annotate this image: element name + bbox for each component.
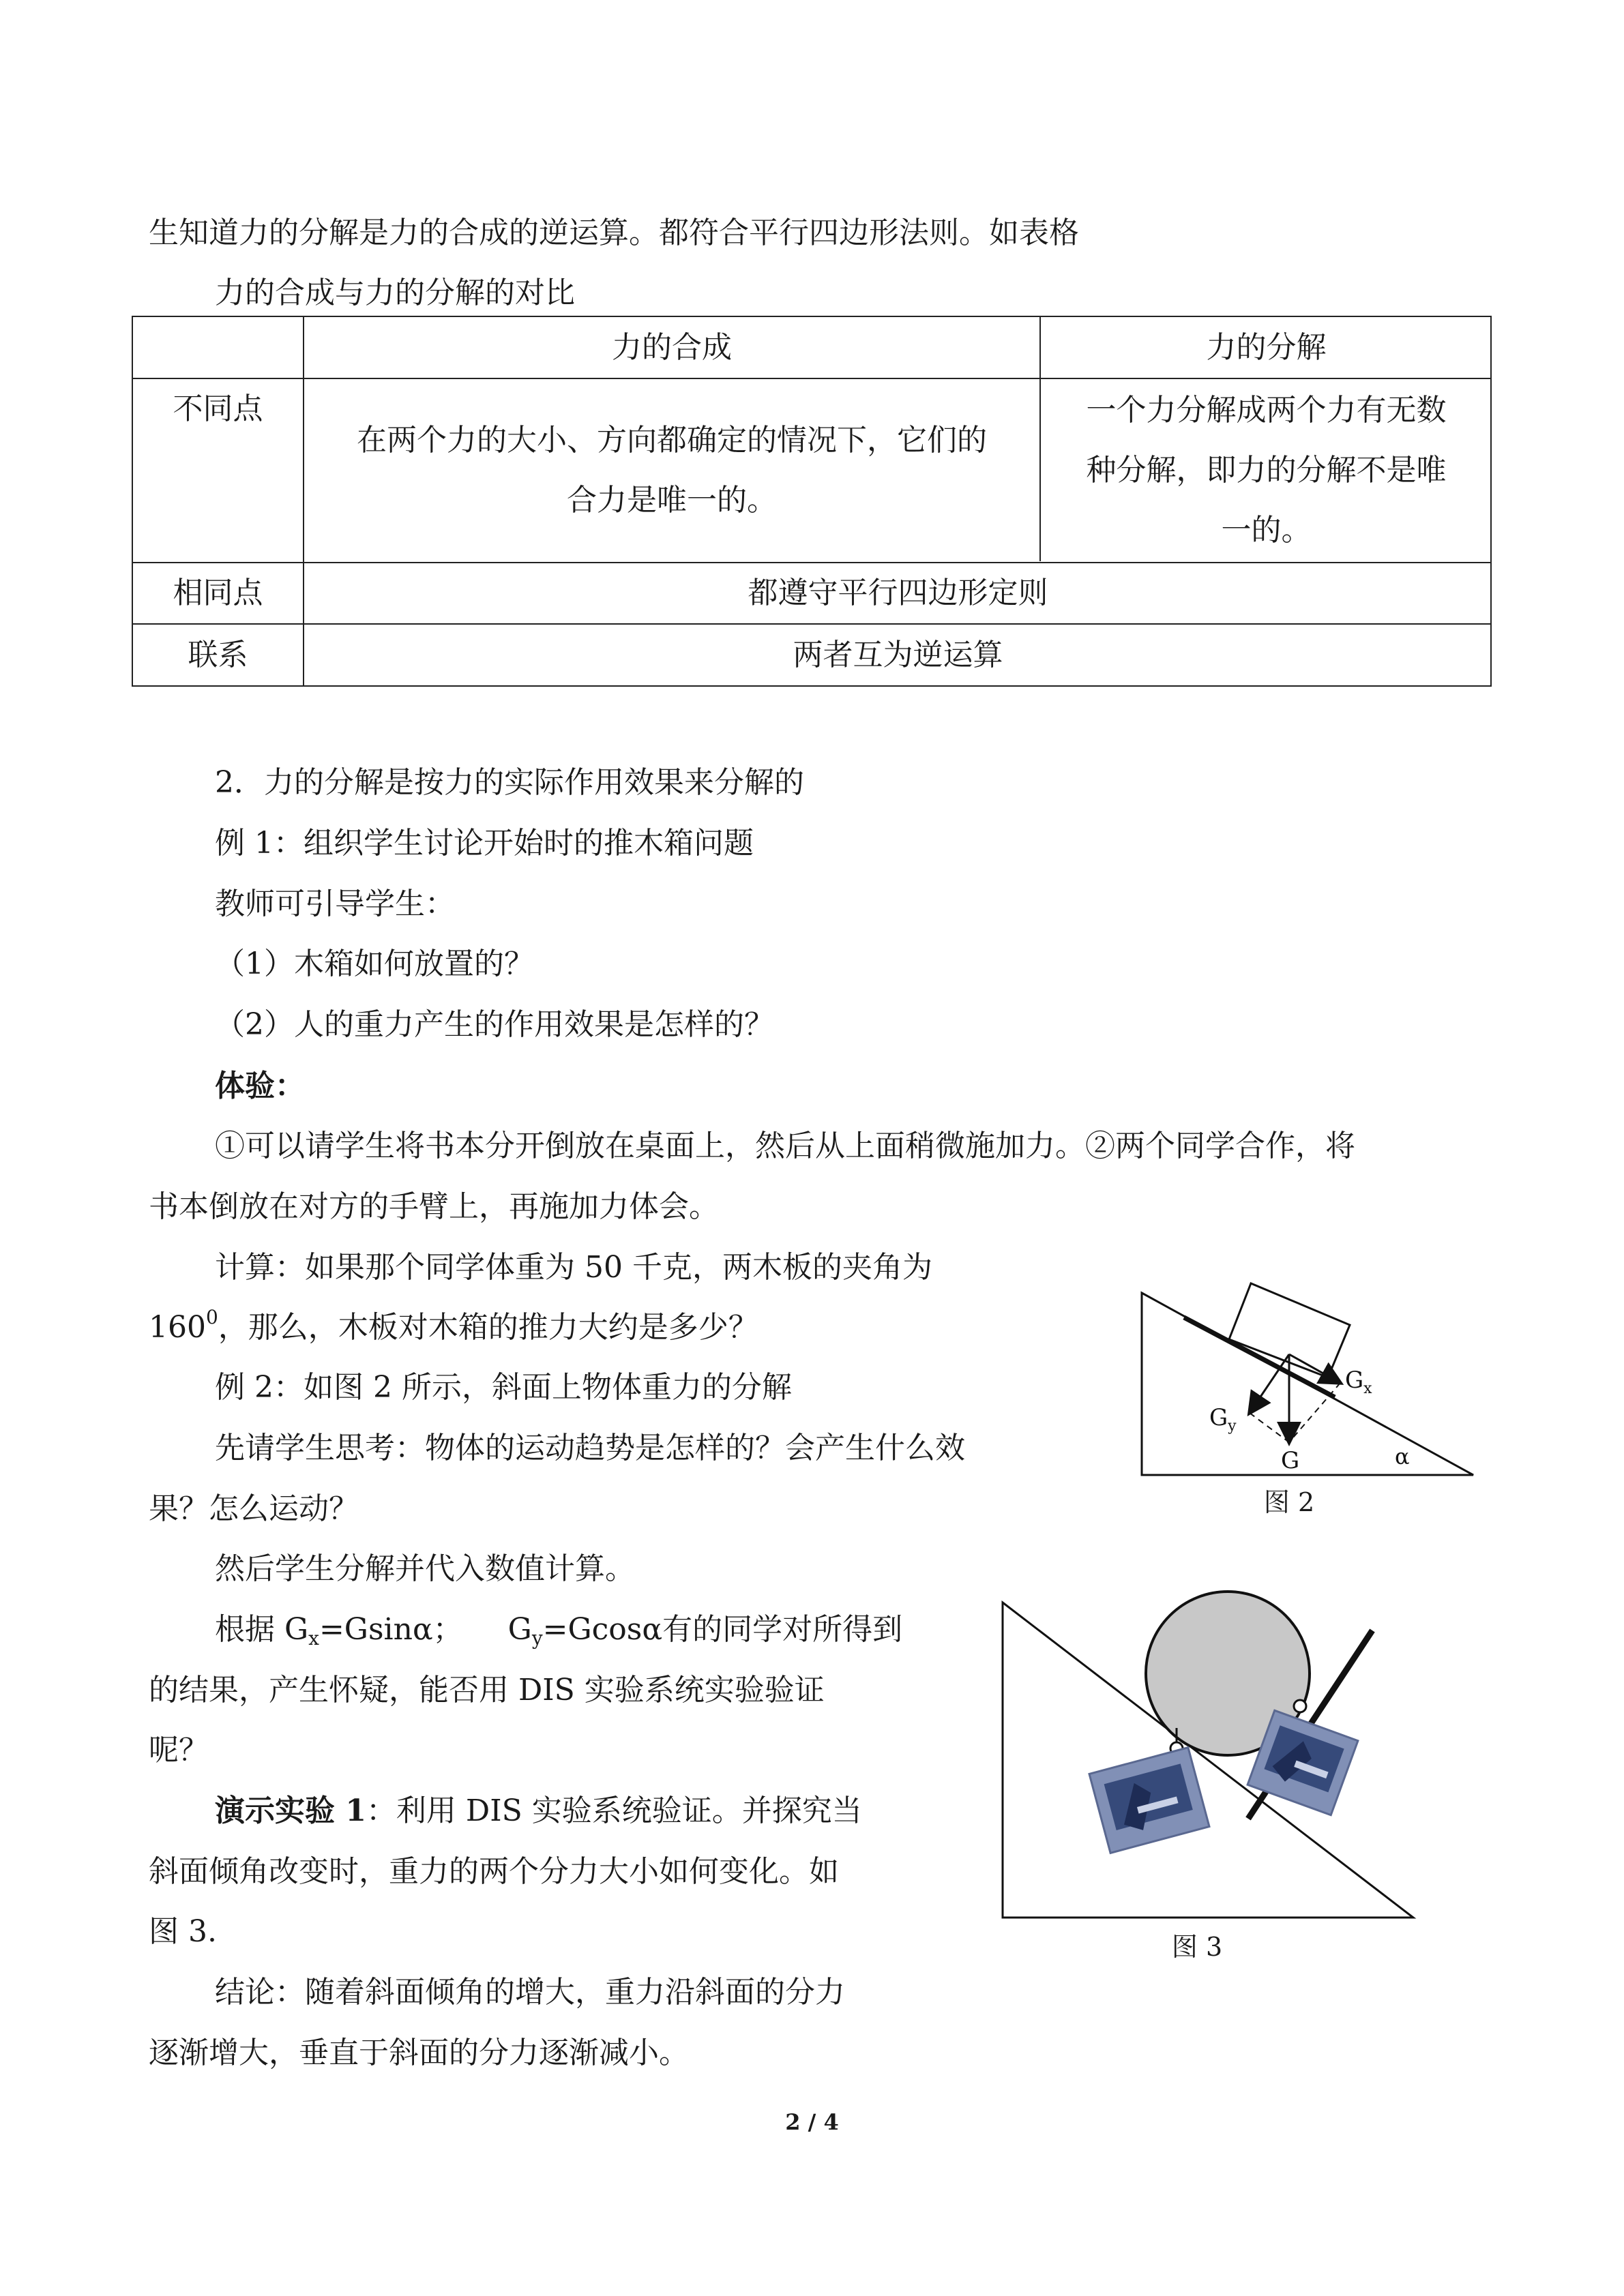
comparison-table <box>132 316 1492 687</box>
guide-text: 教师可引导学生： <box>215 886 455 921</box>
doubt-line: 的结果，产生怀疑，能否用 DIS 实验系统实验验证 <box>149 1673 825 1708</box>
force-sensor-left <box>1089 1748 1209 1853</box>
formula-part: =Gsinα； G <box>319 1612 532 1647</box>
calc-angle-sup: 0 <box>205 1306 218 1328</box>
diff-decomposition-line: 一个力分解成两个力有无数 <box>1086 393 1447 428</box>
dashed-line <box>1250 1413 1289 1442</box>
demo-label: 演示实验 1 <box>215 1793 366 1828</box>
label-gy: $G_y$ <box>1209 1404 1237 1435</box>
diff-decomposition-line: 种分解，即力的分解不是唯 <box>1086 453 1447 488</box>
demo-line <box>215 1791 862 1832</box>
experience-line: 书本倒放在对方的手臂上，再施加力体会。 <box>149 1189 719 1224</box>
doubt-line: 呢？ <box>149 1733 209 1768</box>
cell-diff-synthesis <box>304 379 1039 562</box>
incline-contact-strip <box>1184 1317 1335 1397</box>
row-label-relation: 联系 <box>188 637 248 672</box>
formula-sub: x <box>308 1627 319 1650</box>
diff-synthesis-line: 在两个力的大小、方向都确定的情况下，它们的 <box>357 423 987 458</box>
diff-synthesis-line: 合力是唯一的。 <box>567 483 777 518</box>
label-g: G <box>1281 1447 1300 1474</box>
calc-line: 计算：如果那个同学体重为 50 千克，两木板的夹角为 <box>215 1250 932 1285</box>
demo-line: 图 3. <box>149 1914 217 1949</box>
diff-decomposition-line: 一的。 <box>1221 513 1312 548</box>
figure-3-caption: 图 3 <box>1171 1932 1223 1962</box>
cell-same: 都遵守平行四边形定则 <box>748 576 1048 610</box>
section-heading: 2．力的分解是按力的实际作用效果来分解的 <box>215 765 804 800</box>
demo-text: ：利用 DIS 实验系统验证。并探究当 <box>366 1793 862 1828</box>
compute-line: 然后学生分解并代入数值计算。 <box>215 1551 635 1586</box>
intro-line: 生知道力的分解是力的合成的逆运算。都符合平行四边形法则。如表格 <box>149 215 1079 250</box>
formula-sub: y <box>531 1627 543 1650</box>
row-label-same: 相同点 <box>173 576 263 610</box>
header-decomposition: 力的分解 <box>1206 329 1327 365</box>
conclusion-line: 逐渐增大，垂直于斜面的分力逐渐减小。 <box>149 2036 689 2070</box>
label-alpha: α <box>1395 1444 1410 1470</box>
question-2: （2）人的重力产生的作用效果是怎样的？ <box>215 1007 774 1042</box>
calc-line <box>149 1307 758 1348</box>
question-1: （1）木箱如何放置的？ <box>215 946 534 981</box>
figure-2-caption: 图 2 <box>1263 1487 1315 1517</box>
formula-part: 根据 G <box>215 1612 309 1647</box>
think-line: 先请学生思考：物体的运动趋势是怎样的？会产生什么效 <box>215 1431 965 1465</box>
calc-angle: 160 <box>149 1310 206 1345</box>
row-label-diff: 不同点 <box>173 391 263 426</box>
example1: 例 1：组织学生讨论开始时的推木箱问题 <box>215 826 754 861</box>
think-line: 果？怎么运动？ <box>149 1491 359 1526</box>
conclusion-line: 结论：随着斜面倾角的增大，重力沿斜面的分力 <box>215 1975 845 2010</box>
experience-label: 体验： <box>215 1069 305 1103</box>
example2: 例 2：如图 2 所示，斜面上物体重力的分解 <box>215 1370 792 1405</box>
sensor-joint <box>1294 1700 1306 1712</box>
label-gx: $G_x$ <box>1345 1367 1372 1397</box>
calc-question: ，那么，木板对木箱的推力大约是多少？ <box>218 1310 758 1345</box>
figure-3 <box>996 1568 1432 1950</box>
formula-part: =Gcosα有的同学对所得到 <box>542 1612 903 1647</box>
cell-diff-decomposition <box>1041 379 1492 562</box>
header-synthesis: 力的合成 <box>612 329 732 365</box>
table-caption: 力的合成与力的分解的对比 <box>215 275 575 310</box>
formula-line <box>215 1609 902 1650</box>
page-number: 2 / 4 <box>785 2109 839 2135</box>
experience-line: ①可以请学生将书本分开倒放在桌面上，然后从上面稍微施加力。②两个同学合作，将 <box>215 1129 1355 1163</box>
cell-relation: 两者互为逆运算 <box>793 637 1003 672</box>
dashed-line <box>1289 1383 1340 1442</box>
figure-2 <box>1132 1268 1487 1487</box>
demo-line: 斜面倾角改变时，重力的两个分力大小如何变化。如 <box>149 1854 839 1889</box>
